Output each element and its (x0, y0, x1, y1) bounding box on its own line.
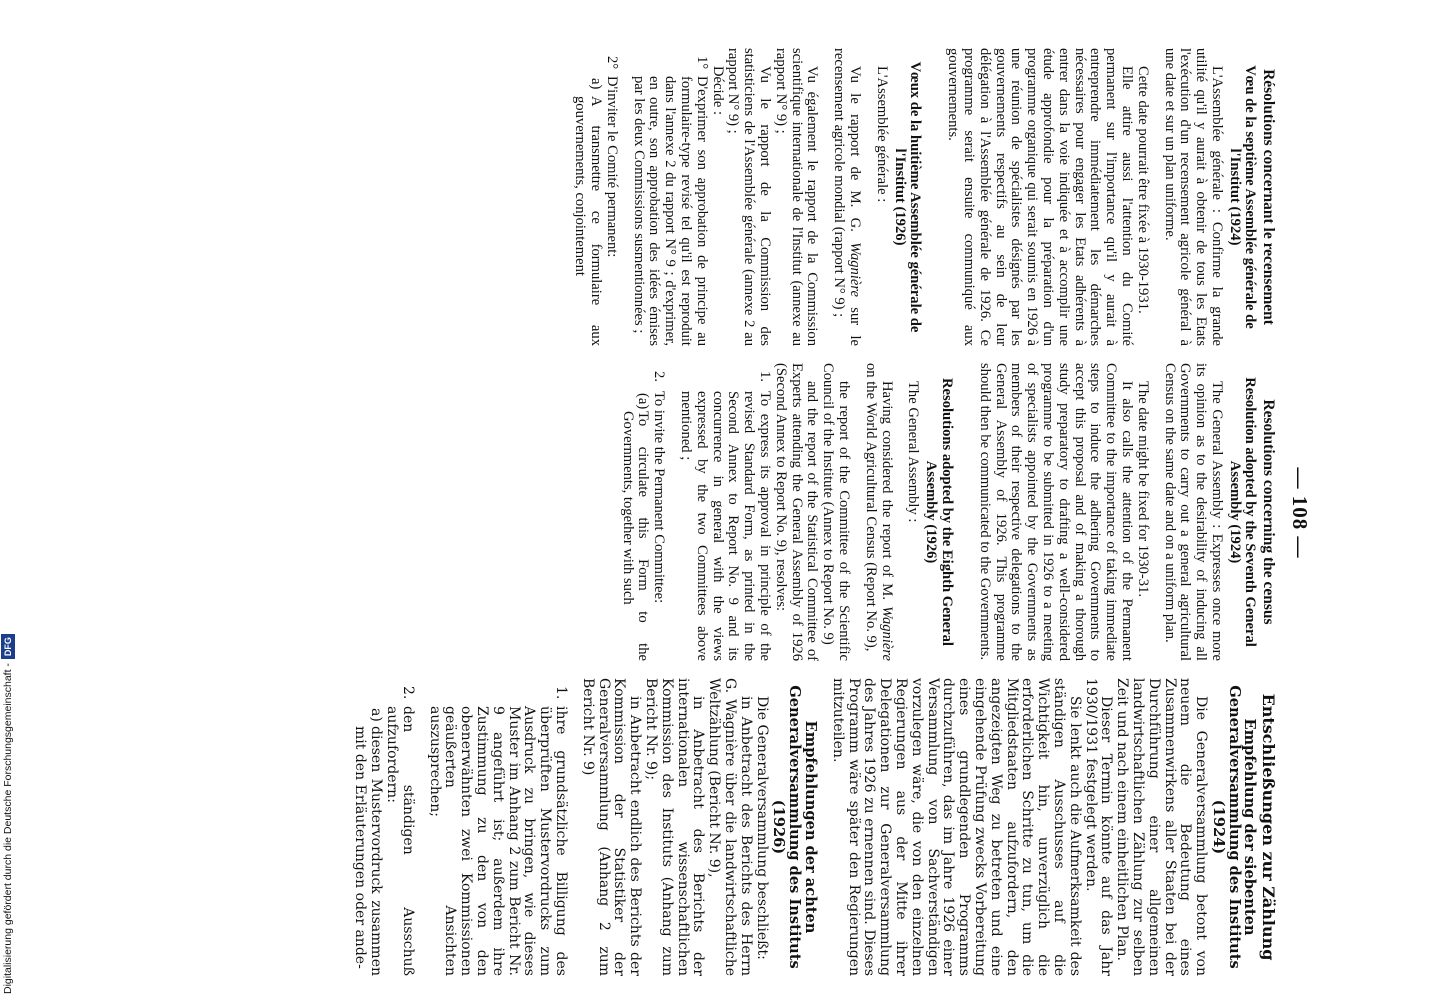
french-paragraph: L'Assemblée générale : (873, 66, 890, 203)
german-paragraph: in Anbetracht endlich des Berichts der Kommission der Statistiker der Generalversammlung (Anhang 2 zum Bericht Nr. 9) (579, 678, 644, 976)
french-wagniere-name: Wagnière (846, 242, 863, 297)
english-wagniere-name: Wagnière (878, 606, 895, 661)
french-subheading-1926: Vœux de la huitième Assemblée générale de l'Institut (1926) (891, 61, 924, 333)
german-paragraph: Die Generalversammlung betont von neuem die Bedeutung eines Zusammenwirkens aller Staaten bei der Durchführung einer allgemeinen landwirtschaftlichen Zählung zur selben Zeit und nach einem einheitlichen Plan. (1114, 678, 1210, 976)
german-paragraph: in Anbetracht des Berichts des Herrn G. Wagnière über die landwirtschaftliche Weltzählung (Bericht Nr. 9), (706, 678, 754, 976)
french-subheading-1924: Vœu de la septième Assemblée générale de l'Institut (1924) (1226, 65, 1259, 329)
english-column (619, 363, 1276, 661)
german-paragraph: Sie lenkt auch die Aufmerksamkeit des ständigen Ausschusses auf die Wichtigkeit hin, unverzüglich die erforderlichen Schritte zu tun, um die Mitgliedstaaten aufzufordern, den angezeigten Weg zu betreten und eine eingehende Prüfung zwecks Vorbereitung eines grundlegenden Programms durchzuführen, das im Jahre 1926 einer Versammlung von Sachverständigen vorzulegen wäre, die von den einzelnen Regierungen aus der Mitte ihrer Delegationen zur Generalversammlung des Jahres 1926 zu ernennen sind. Dieses Programm wäre später den Regierungen mitzuteilen. (829, 678, 1083, 976)
french-paragraph: Décide : (709, 66, 726, 116)
english-paragraph: The General Assembly : (905, 381, 922, 523)
digitization-credit (0, 574, 16, 994)
german-item-1: 1. ihre grundsätzliche Billigung des überprüften Mustervordrucks zum Ausdruck zu bringen, wie dieses Muster im Anhang 2 zum Bericht Nr. 9 angeführt ist; außerdem ihre Zustimmung zu den von den obenerwähnten zwei Kommissionen geäußerten Ansichten auszusprechen; (426, 686, 570, 976)
german-subitem-a: a) diesen Mustervordruck zusammen mit den Erläuterungen oder ande- (352, 708, 385, 976)
german-column (352, 678, 1276, 976)
english-paragraph: and the report of the Statistical Committee of Experts attending the General Assembly of 1926 (Second Annex to Report No. 9), resolves: (772, 363, 821, 661)
rotated-document-page (0, 38, 1320, 988)
english-paragraph: Having considered the report of M. Wagnière on the World Agricultural Census (Report No. 9), (862, 363, 895, 661)
credit-text: Digitalisierung gefördert durch die Deutsche Forschungsgemeinschaft - (2, 663, 14, 994)
english-subheading-1926: Resolutions adopted by the Eighth General Assembly (1926) (923, 378, 955, 646)
english-subheading-1924: Resolution adopted by the Seventh General Assembly (1924) (1226, 377, 1259, 647)
english-subitem-a: (a) To circulate this Form to the Governments, together with such (619, 393, 652, 661)
english-item-2: 2. To invite the Permanent Committee: (651, 371, 668, 604)
french-subitem-a: a) A transmettre ce formulaire aux gouvernements, conjointement (572, 78, 605, 346)
french-heading: Résolutions concernant le recensement (1260, 69, 1277, 325)
german-paragraph: in Anbetracht des Berichts der internationalen wissenschaftlichen Kommission des Instituts (Anhang zum Bericht Nr. 9); (643, 678, 707, 976)
french-item-1: 1° D'exprimer son approbation de principe au formulaire-type revisé tel qu'il est reproduit dans l'annexe 2 du rapport N° 9 ; d'exprimer, en outre, son approbation des idées émises par les deux Commissions susmentionnées ; (630, 56, 710, 346)
english-paragraph: the report of the Committee of the Scientific Council of the Institute (Annex to Report No. 9) (820, 363, 852, 661)
english-heading: Resolutions concerning the census (1260, 399, 1277, 625)
french-paragraph: Vu le rapport de M. G. Wagnière sur le recensement agricole mondial (rapport N° 9) ; (831, 48, 863, 346)
english-paragraph: The General Assembly : Expresses once more its opinion as to the desirability of inducing all Governments to carry out a general agricultural Census on the same date and on a uniform plan. (1161, 363, 1225, 661)
dfg-logo: DFG (1, 634, 15, 659)
german-subheading-1926: Empfehlungen der achten Generalversammlung des Instituts (1926) (770, 685, 819, 969)
german-heading: Entschließungen zur Zählung (1259, 693, 1278, 961)
french-item-2: 2° D'inviter le Comité permanent: (603, 56, 620, 258)
english-item-1: 1. To express its approval in principle of the revised Standard Form, as printed in the Second Annex to Report No. 9 and its concurrence in general with the views expressed by the two Committees above mentioned ; (678, 371, 773, 661)
french-column (571, 48, 1276, 346)
german-subheading-1924: Empfehlung der siebenten Generalversammlung des Instituts (1924) (1209, 685, 1259, 969)
page-number: — 108 — (1288, 467, 1312, 559)
french-paragraph: L'Assemblée générale : Confirme la grande utilité qu'il y aurait à obtenir de tous les Etats l'exécution d'un recensement agricole général à une date et sur un plan uniforme. (1161, 48, 1225, 346)
english-paragraph: It also calls the attention of the Permanent Committee to the importance of taking immediate steps to induce the adhering Governments to accept this proposal and of making a thorough study preparatory to drafting a well-considered programme to be submitted in 1926 to a meeting of specialists appointed by the Governments as members of their respective delegations to the General Assembly of 1926. This programme should then be communicated to the Governments. (976, 363, 1135, 661)
french-paragraph: Vu également le rapport de la Commission scientifique internationale de l'Institut (annexe au rapport N° 9) ; (772, 48, 821, 346)
english-paragraph: The date might be fixed for 1930-31. (1134, 381, 1151, 598)
french-paragraph: Vu le rapport de la Commission des statisticiens de l'Assemblée générale (annexe 2 au rapport N° 9) ; (725, 48, 773, 346)
german-paragraph: Die Generalversammlung beschließt: (753, 696, 770, 960)
french-paragraph: Cette date pourrait être fixée à 1930-1931. (1134, 66, 1151, 314)
german-item-2: 2. den ständigen Ausschuß aufzufordern: (384, 686, 416, 976)
french-paragraph: Elle attire aussi l'attention du Comité permanent sur l'importance qu'il y aurait à entreprendre immédiatement les démarches nécessaires pour engager les Etats adhérents à entrer dans la voie indiquée et à accomplir une étude approfondie pour la préparation d'un programme organique qui serait soumis en 1926 à une réunion de spécialistes désignés par les gouvernements respectifs au sein de leur délégation à l'Assemblée générale de 1926. Ce programme serait ensuite communiqué aux gouvernements. (945, 48, 1135, 346)
german-paragraph: Dieser Termin könnte auf das Jahr 1930/1931 festgelegt werden. (1082, 678, 1115, 976)
